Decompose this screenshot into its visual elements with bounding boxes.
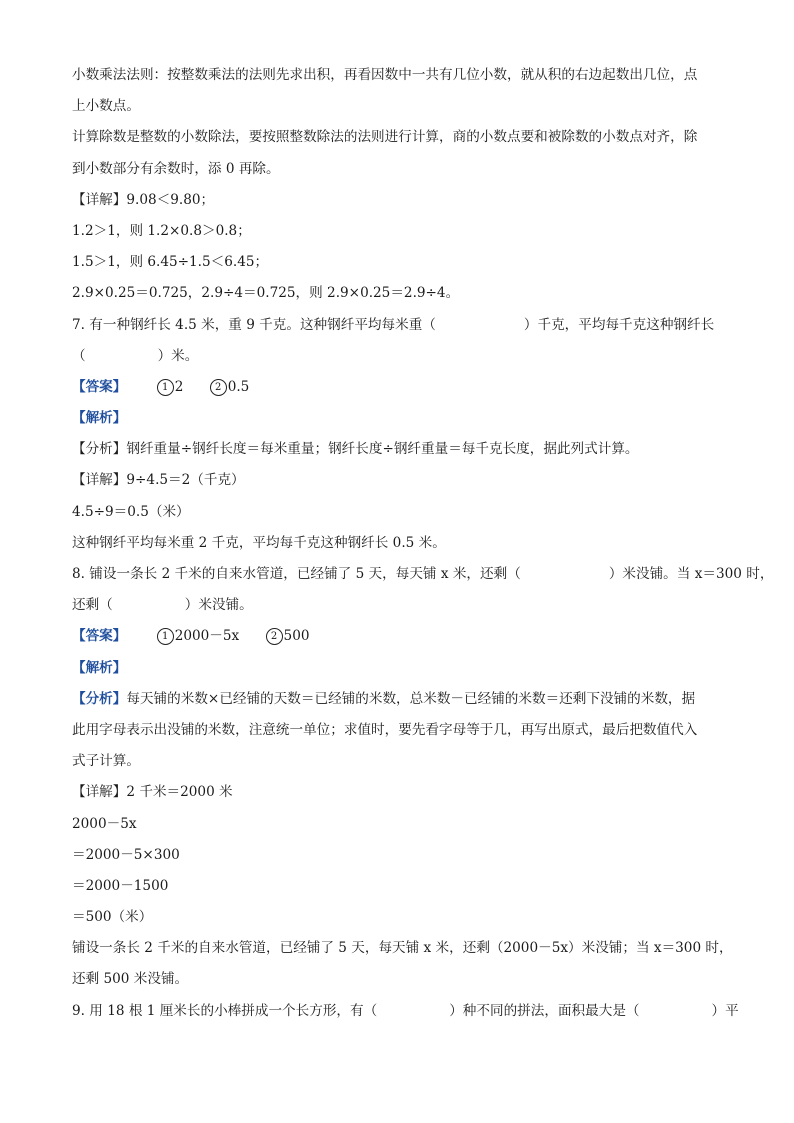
text-line: [72, 154, 732, 185]
answer-tag: 【答案】: [72, 378, 127, 395]
text-line: [72, 964, 732, 995]
text-line: [72, 247, 732, 278]
question-7: [72, 310, 732, 341]
circle-number-2: 2: [266, 628, 283, 645]
text-line: [72, 871, 732, 902]
text: 9.08＜9.80；: [126, 191, 215, 208]
text: 2000－5x: [72, 815, 137, 832]
text-line: [72, 497, 732, 528]
analysis-tag: 【解析】: [72, 410, 127, 427]
question-8: [72, 559, 774, 590]
detail-tag: 【详解】: [72, 784, 127, 801]
q8-text-c: 还剩（: [72, 597, 113, 614]
text: 2 千米＝2000 米: [126, 784, 233, 801]
q8-text-d: ）米没铺。: [184, 597, 253, 614]
text: ＝2000－1500: [72, 877, 169, 894]
answer-1: 2: [174, 378, 184, 395]
text: 小数乘法法则：按整数乘法的法则先求出积，再看因数中一共有几位小数，就从积的右边起数出几位，点: [72, 67, 698, 83]
text: 式子计算。: [72, 753, 140, 770]
text: 上小数点。: [72, 98, 140, 115]
circle-number-2: 2: [210, 379, 227, 396]
fenxi-tag: 【分析】: [72, 441, 127, 458]
text: 9÷4.5＝2（千克）: [126, 472, 245, 489]
text: 计算除数是整数的小数除法，要按照整数除法的法则进行计算，商的小数点要和被除数的小数点对齐，除: [72, 129, 698, 146]
answer-line: [72, 621, 732, 652]
q7-text-d: ）米。: [157, 347, 199, 364]
text: 还剩 500 米没铺。: [72, 971, 189, 988]
analysis-header: [72, 403, 732, 434]
text-line: [72, 278, 732, 309]
text-line: [72, 715, 732, 746]
text-line: [72, 746, 732, 777]
answer-2: 0.5: [227, 378, 250, 395]
text: ＝2000－5×300: [72, 846, 180, 863]
q7-text-a: 7. 有一种钢纤长 4.5 米，重 9 千克。这种钢纤平均每米重（: [72, 316, 436, 333]
detail-line: [72, 465, 732, 496]
answer-tag: 【答案】: [72, 628, 127, 645]
detail-line: [72, 185, 732, 216]
detail-line: [72, 777, 732, 808]
text: 1.2＞1，则 1.2×0.8＞0.8；: [72, 222, 251, 239]
text-line: [72, 122, 732, 153]
q8-text-a: 8. 铺设一条长 2 千米的自来水管道，已经铺了 5 天，每天铺 x 米，还剩（: [72, 566, 521, 582]
text: 到小数部分有余数时，添 0 再除。: [72, 160, 280, 177]
text: 每天铺的米数×已经铺的天数＝已经铺的米数，总米数－已经铺的米数＝还剩下没铺的米数，据: [126, 690, 696, 707]
analysis-tag: 【解析】: [72, 659, 127, 676]
question-9: [72, 996, 739, 1027]
text: 此用字母表示出没铺的米数，注意统一单位；求值时，要先看字母等于几，再写出原式，最后把数值代入: [72, 721, 698, 738]
text: 2.9×0.25＝0.725，2.9÷4＝0.725，则 2.9×0.25＝2.9÷4。: [72, 285, 460, 302]
text-line: [72, 933, 732, 964]
circle-number-1: 1: [157, 379, 174, 396]
detail-tag: 【详解】: [72, 472, 127, 489]
document-page: [72, 60, 774, 1027]
text: 钢纤重量÷钢纤长度＝每米重量；钢纤长度÷钢纤重量＝每千克长度，据此列式计算。: [126, 441, 639, 458]
question-7-cont: [72, 341, 732, 372]
text: 铺设一条长 2 千米的自来水管道，已经铺了 5 天，每天铺 x 米，还剩（2000－5x）米没铺；当 x＝300 时，: [72, 940, 733, 957]
text-line: [72, 902, 732, 933]
q8-text-b: ）米没铺。当 x＝300 时，: [608, 566, 774, 582]
fenxi-line: [72, 434, 732, 465]
detail-tag: 【详解】: [72, 191, 127, 208]
text: ＝500（米）: [72, 909, 153, 926]
analysis-header: [72, 653, 732, 684]
q9-text-c: ）平: [711, 1002, 739, 1019]
text: 这种钢纤平均每米重 2 千克，平均每千克这种钢纤长 0.5 米。: [72, 534, 446, 551]
text-line: [72, 528, 732, 559]
text-line: [72, 809, 732, 840]
q7-text-c: （: [72, 347, 86, 364]
q9-text-a: 9. 用 18 根 1 厘米长的小棒拼成一个长方形，有（: [72, 1002, 378, 1019]
text-line: [72, 216, 732, 247]
answer-1: 2000－5x: [174, 628, 240, 645]
text-line: [72, 91, 732, 122]
circle-number-1: 1: [157, 628, 174, 645]
fenxi-tag: 【分析】: [72, 690, 127, 707]
q7-text-b: ）千克，平均每千克这种钢纤长: [523, 316, 715, 333]
question-8-cont: [72, 590, 732, 621]
text-line: [72, 840, 732, 871]
text: 4.5÷9＝0.5（米）: [72, 503, 190, 520]
fenxi-line: [72, 684, 732, 715]
answer-2: 500: [283, 628, 310, 645]
q9-text-b: ）种不同的拼法，面积最大是（: [449, 1002, 640, 1019]
text-line: [72, 60, 732, 91]
text: 1.5＞1，则 6.45÷1.5＜6.45；: [72, 254, 269, 271]
answer-line: [72, 372, 732, 403]
